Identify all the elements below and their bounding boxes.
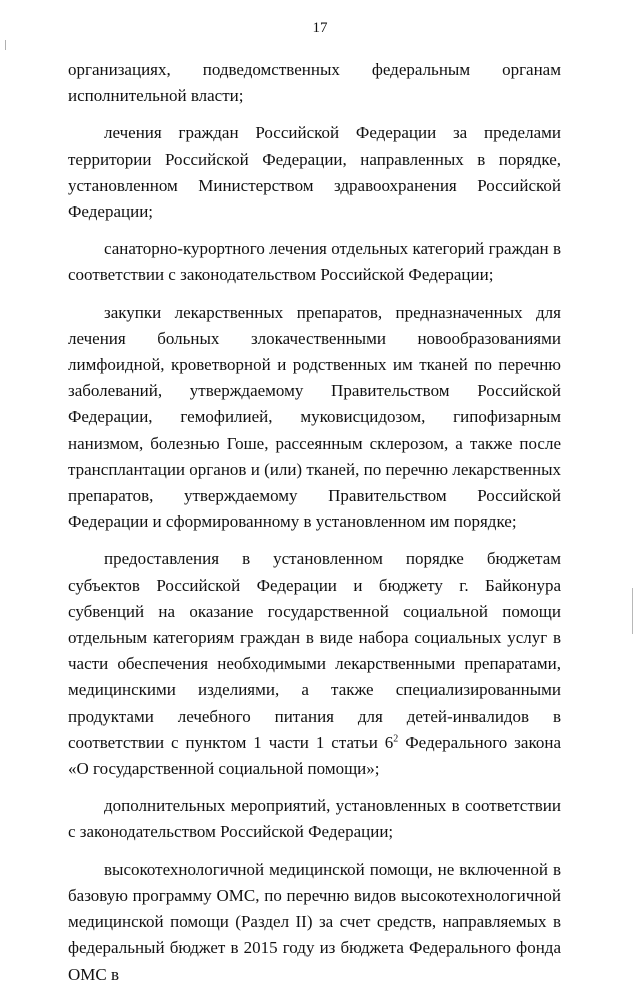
paragraph: высокотехнологичной медицинской помощи, не включенной в базовую программу ОМС, по перечню видов высокотехнологичной медицинской помощи (Раздел II) за счет средств, направляемых в федеральный бюджет в 2015 году из бюджета Федерального фонда ОМС в [68, 859, 561, 984]
paragraph: лечения граждан Российской Федерации за пределами территории Российской Федерации, направленных в порядке, установленном Министерством здравоохранения Российской Федерации; [68, 123, 561, 222]
document-body [68, 57, 561, 999]
page-number: 17 [312, 20, 328, 36]
scan-edge-mark [5, 40, 6, 50]
paragraph: санаторно-курортного лечения отдельных категорий граждан в соответствии с законодательством Российской Федерации; [68, 239, 561, 285]
paragraph: организациях, подведомственных федеральным органам исполнительной власти; [68, 60, 561, 106]
paragraph [68, 546, 561, 782]
paragraph-text: предоставления в установленном порядке бюджетам субъектов Российской Федерации и бюджету г. Байконура субвенций на оказание государственной социальной помощи отдельным категориям граждан в виде набора социальных услуг в части обеспечения необходимыми лекарственными препаратами, медицинскими изделиями, а также специализированными продуктами лечебного питания для детей-инвалидов в соответствии с пунктом 1 части 1 статьи 6 [68, 549, 561, 752]
paragraph: дополнительных мероприятий, установленных в соответствии с законодательством Российской Федерации; [68, 796, 561, 842]
superscript: 2 [393, 733, 399, 745]
scan-edge-mark [632, 588, 633, 634]
paragraph: закупки лекарственных препаратов, предназначенных для лечения больных злокачественными новообразованиями лимфоидной, кроветворной и родственных им тканей по перечню заболеваний, утверждаемому Правительством Российской Федерации, гемофилией, муковисцидозом, гипофизарным нанизмом, болезнью Гоше, рассеянным склерозом, а также после трансплантации органов и (или) тканей, по перечню лекарственных препаратов, утверждаемому Правительством Российской Федерации и сформированному в установленном им порядке; [68, 302, 561, 532]
paragraph-text: Федерального закона «О государственной социальной помощи»; [68, 732, 561, 779]
